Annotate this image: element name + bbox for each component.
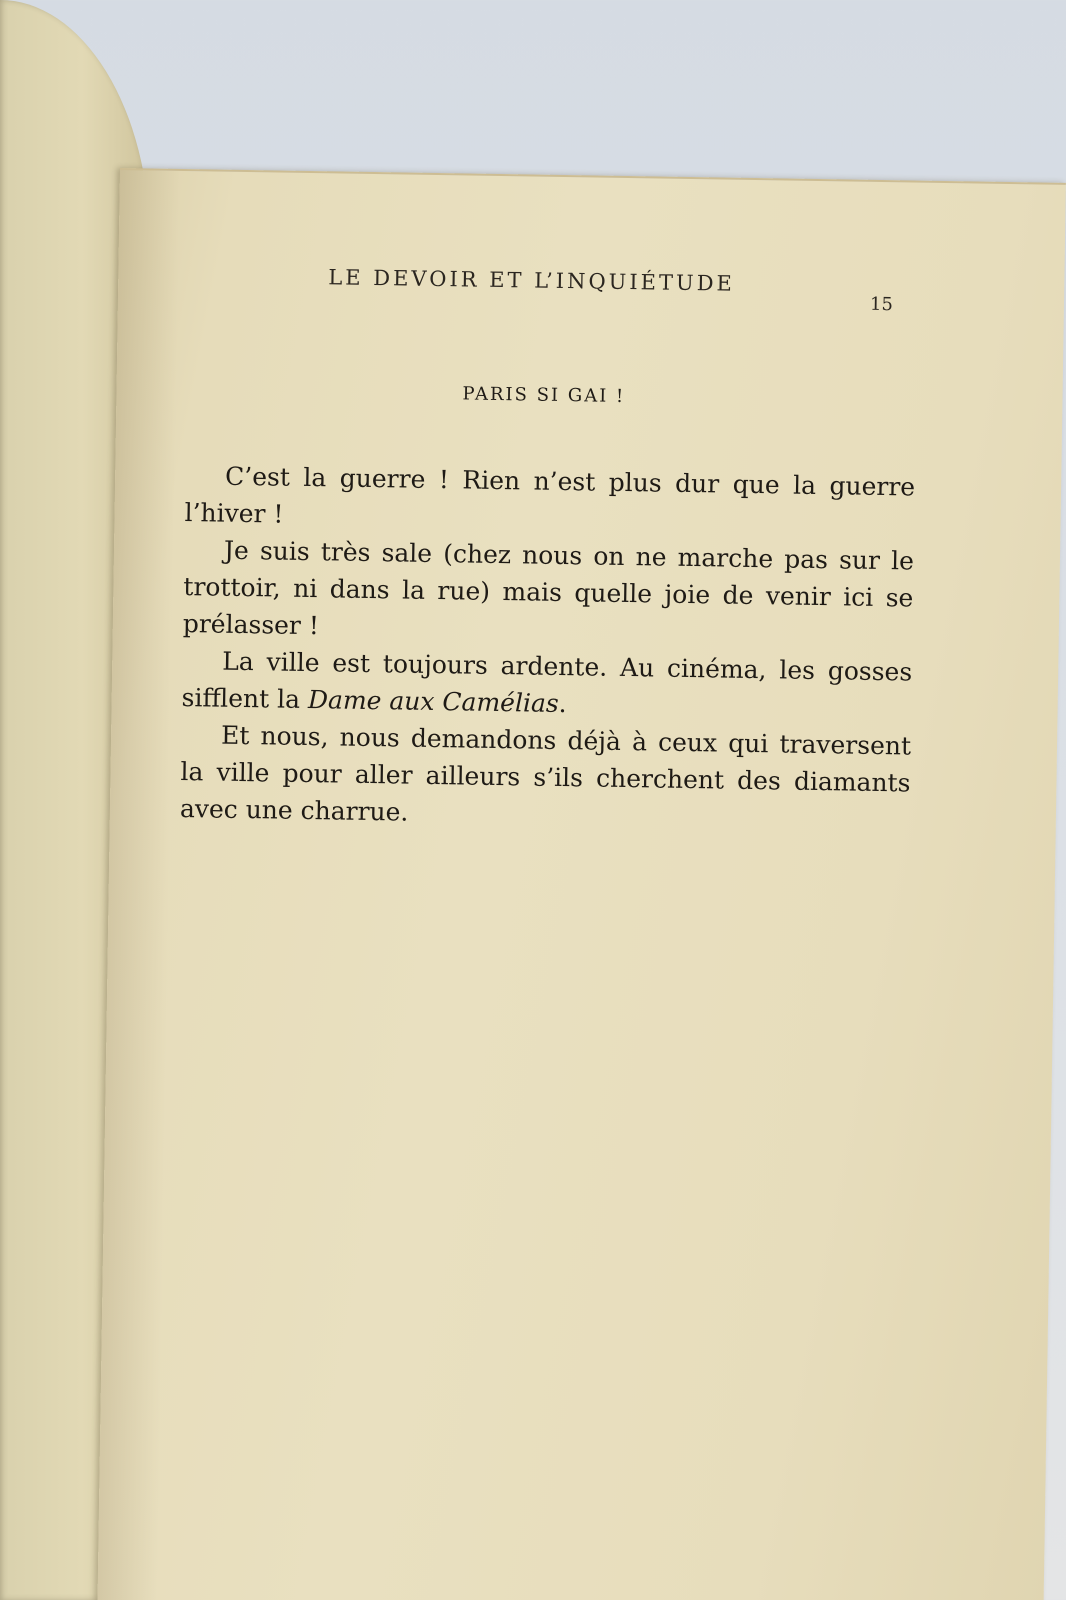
paragraph-2: Je suis très sale (chez nous on ne marche pas sur le trottoir, ni dans la rue) mais quelle joie de venir ici se prélasser ! <box>182 535 915 641</box>
body-text <box>180 457 916 838</box>
book-page <box>97 168 1065 1600</box>
paragraph-3-before: La ville est toujours ardente. Au cinéma, les gosses sifflent la <box>181 646 913 715</box>
paragraph-3 <box>181 642 912 727</box>
chapter-title: PARIS SI GAI ! <box>462 383 626 407</box>
italic-title: Dame aux Camélias <box>307 685 559 718</box>
paragraph-4: Et nous, nous demandons déjà à ceux qui traversent la ville pour aller ailleurs s’ils cherchent des diamants avec une charrue. <box>179 720 912 827</box>
running-head: LE DEVOIR ET L’INQUIÉTUDE <box>328 265 736 296</box>
paragraph-1: C’est la guerre ! Rien n’est plus dur que la guerre l’hiver ! <box>184 461 916 529</box>
page-number: 15 <box>869 293 894 316</box>
paragraph-3-after: . <box>558 688 567 719</box>
